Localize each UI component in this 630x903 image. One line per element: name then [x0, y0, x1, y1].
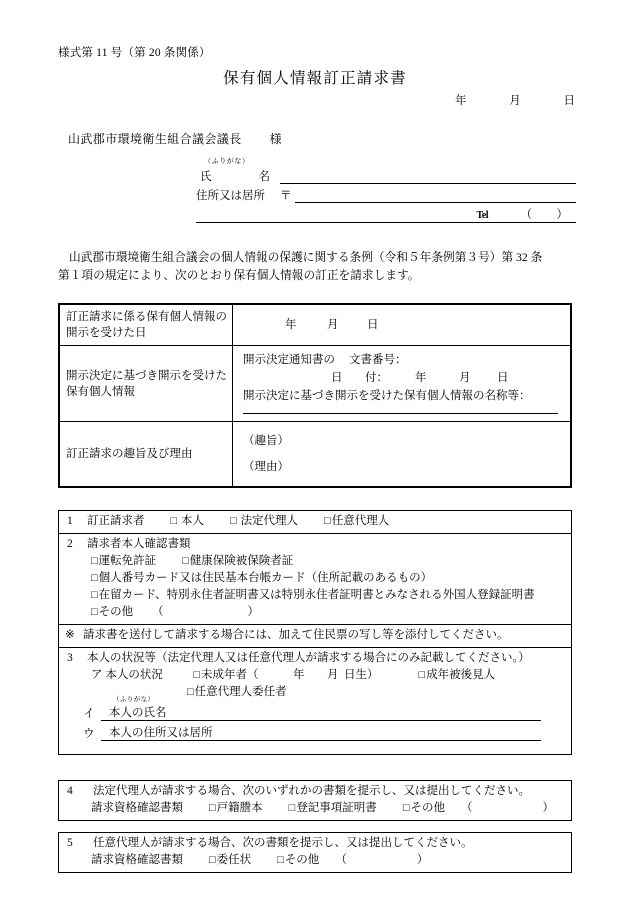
item-2-options-row-1 [59, 553, 571, 570]
checkbox-other-qualification[interactable]: □ その他 [403, 802, 445, 814]
sub-i-furigana: （ふりがな） [113, 696, 155, 703]
notice-doc-row [243, 351, 570, 369]
notice-label: 開示決定通知書の [243, 354, 335, 366]
date-year-label: 年 [455, 95, 467, 107]
item-4-paren-open: （ [460, 802, 473, 814]
checkbox-voluntary-rep[interactable]: □ 任意代理人 [324, 515, 389, 527]
item-2-label: 請求者本人確認書類 [87, 538, 191, 550]
applicant-details-box [58, 510, 572, 755]
day-label: 日 [367, 319, 379, 331]
tel-label: Tel [476, 210, 488, 221]
item-3-sub-u-row [59, 721, 571, 741]
year-label: 年 [285, 319, 297, 331]
applicant-block [196, 158, 576, 223]
checkbox-other-document[interactable]: □ その他 [91, 606, 133, 618]
item-5-number: 5 [67, 837, 73, 849]
disclosure-date-fields [285, 316, 405, 334]
info-name-label: 開示決定に基づき開示を受けた保有個人情報の名称等： [243, 390, 531, 402]
tel-input[interactable] [196, 205, 576, 223]
month-label: 月 [327, 319, 339, 331]
checkbox-residence-card[interactable]: □ 在留カード、特別永住者証明書又は特別永住者証明書とみなされる外国人登録証明書 [91, 589, 535, 601]
checkbox-voluntary-delegator[interactable]: □ 任意代理人委任者 [187, 686, 287, 698]
disclosure-date-label: 訂正請求に係る保有個人情報の開示を受けた日 [60, 305, 233, 346]
addressee-honorific: 様 [269, 132, 283, 146]
body-paragraph-line-1: 山武郡市環境衛生組合議会の個人情報の保護に関する条例（令和５年条例第３号）第 32 条 [69, 251, 543, 264]
principal-name-input[interactable] [101, 696, 541, 721]
checkbox-mynumber-card[interactable]: □ 個人番号カード又は住民基本台帳カード（住所記載のあるもの） [91, 572, 432, 584]
month-label: 月 [459, 372, 471, 384]
date-colon-label: 付： [365, 372, 388, 384]
body-paragraph-line-2: 第１項の規定により、次のとおり保有個人情報の訂正を請求します。 [58, 269, 420, 282]
item-3-number: 3 [67, 652, 73, 664]
checkbox-registry-certificate[interactable]: □ 登記事項証明書 [289, 802, 377, 814]
note-text: 請求書を送付して請求する場合には、加えて住民票の写し等を添付してください。 [83, 629, 509, 641]
item-5-label: 任意代理人が請求する場合、次の書類を提示し、又は提出してください。 [93, 837, 473, 849]
checkbox-minor[interactable]: □ 未成年者 [193, 669, 247, 681]
notice-date-row [243, 369, 570, 387]
addressee [68, 130, 282, 147]
other-paren-open: （ [152, 606, 164, 618]
item-1-line [59, 513, 571, 530]
sub-a-marker: ア [91, 669, 103, 681]
sub-u-marker: ウ [83, 728, 95, 740]
item-3-sub-i-row [59, 696, 571, 721]
item-1-section [59, 511, 571, 533]
checkbox-other-qualification-5[interactable]: □ その他 [277, 854, 319, 866]
item-5-box [58, 832, 572, 873]
page-title: 保有個人情報訂正請求書 [223, 70, 407, 87]
request-table [58, 303, 572, 488]
form-number: 様式第 11 号（第 20 条関係） [58, 47, 211, 59]
item-3-label: 本人の状況等（法定代理人又は任意代理人が請求する場合にのみ記載してください。） [87, 652, 530, 664]
item-4-box [58, 780, 572, 821]
item-3-sub-a-row [59, 667, 571, 684]
table-row [60, 305, 571, 346]
body-paragraph [58, 249, 574, 285]
date-day-label: 日 [563, 95, 575, 107]
item-2-section [59, 533, 571, 624]
sub-a-label: 本人の状況 [105, 669, 163, 681]
item-3-line [59, 650, 571, 667]
address-row [196, 184, 576, 203]
item-5-line [59, 835, 571, 852]
item-5-paren-close: ） [416, 854, 429, 866]
checkbox-adult-ward[interactable]: □ 成年被後見人 [419, 669, 496, 681]
address-input[interactable] [295, 187, 577, 203]
birth-paren-open: （ [247, 669, 259, 681]
name-input[interactable] [280, 168, 576, 184]
note-section [59, 624, 571, 647]
address-label: 住所又は居所 [196, 190, 265, 202]
note-line [59, 627, 571, 644]
purpose-reason-label: 訂正請求の趣旨及び理由 [60, 422, 233, 487]
item-5-options-row [59, 852, 571, 869]
reason-label: （理由） [243, 461, 289, 473]
item-4-line [59, 783, 571, 800]
disclosed-info-label: 開示決定に基づき開示を受けた保有個人情報 [60, 346, 233, 422]
info-name-input[interactable] [243, 412, 558, 414]
sub-i-label: 本人の氏名 [109, 707, 167, 719]
item-4-label: 法定代理人が請求する場合、次のいずれかの書類を提示し、又は提出してください。 [93, 785, 530, 797]
tel-row [196, 203, 576, 223]
birth-date-fields[interactable]: 年 月 日生） [293, 669, 379, 681]
checkbox-legal-rep[interactable]: □ 法定代理人 [230, 515, 298, 527]
furigana-label: （ふりがな） [204, 157, 250, 165]
item-4-options-row [59, 800, 571, 817]
submission-date-line [455, 92, 575, 108]
purpose-label: （趣旨） [243, 435, 289, 447]
tel-paren-open: （ [520, 209, 532, 221]
item-4-paren-close: ） [542, 802, 554, 814]
item-4-doc-label: 請求資格確認書類 [91, 802, 183, 814]
name-label: 氏 名 [200, 171, 270, 183]
item-4-section [59, 781, 571, 820]
date-month-label: 月 [509, 95, 521, 107]
checkbox-power-of-attorney[interactable]: □ 委任状 [209, 854, 251, 866]
item-5-paren-open: （ [335, 854, 347, 866]
item-2-line [59, 536, 571, 553]
item-2-options-row-4 [59, 604, 571, 621]
item-5-doc-label: 請求資格確認書類 [91, 854, 183, 866]
note-marker: ※ [65, 629, 75, 641]
item-3-section [59, 647, 571, 754]
item-1-label: 訂正請求者 [87, 515, 145, 527]
other-paren-close: ） [247, 606, 260, 618]
disclosure-date-value[interactable] [233, 305, 571, 346]
item-1-number: 1 [67, 515, 73, 527]
disclosed-info-value[interactable] [233, 346, 571, 422]
day-label: 日 [497, 372, 509, 384]
checkbox-honnin[interactable]: □ 本人 [171, 515, 205, 527]
purpose-reason-value[interactable] [233, 422, 571, 487]
item-4-number: 4 [67, 785, 73, 797]
item-2-options-row-3 [59, 587, 571, 604]
table-row [60, 422, 571, 487]
checkbox-health-insurance[interactable]: □ 健康保険被保険者証 [182, 555, 293, 567]
postal-mark-icon: 〒 [280, 190, 292, 202]
item-2-number: 2 [67, 538, 73, 550]
table-row [60, 346, 571, 422]
checkbox-family-register[interactable]: □ 戸籍謄本 [209, 802, 263, 814]
sub-i-marker: イ [83, 708, 95, 720]
tel-paren-close: ） [556, 209, 568, 221]
item-5-section [59, 833, 571, 872]
year-label: 年 [415, 372, 427, 384]
principal-address-input[interactable] [101, 724, 541, 741]
checkbox-drivers-license[interactable]: □ 運転免許証 [91, 555, 156, 567]
doc-number-label: 文書番号： [349, 354, 407, 366]
addressee-name: 山武郡市環境衛生組合議会議長 [68, 132, 242, 146]
sub-u-label: 本人の住所又は居所 [109, 727, 213, 739]
item-2-options-row-2 [59, 570, 571, 587]
date-label: 日 [331, 372, 343, 384]
name-row [196, 165, 576, 184]
